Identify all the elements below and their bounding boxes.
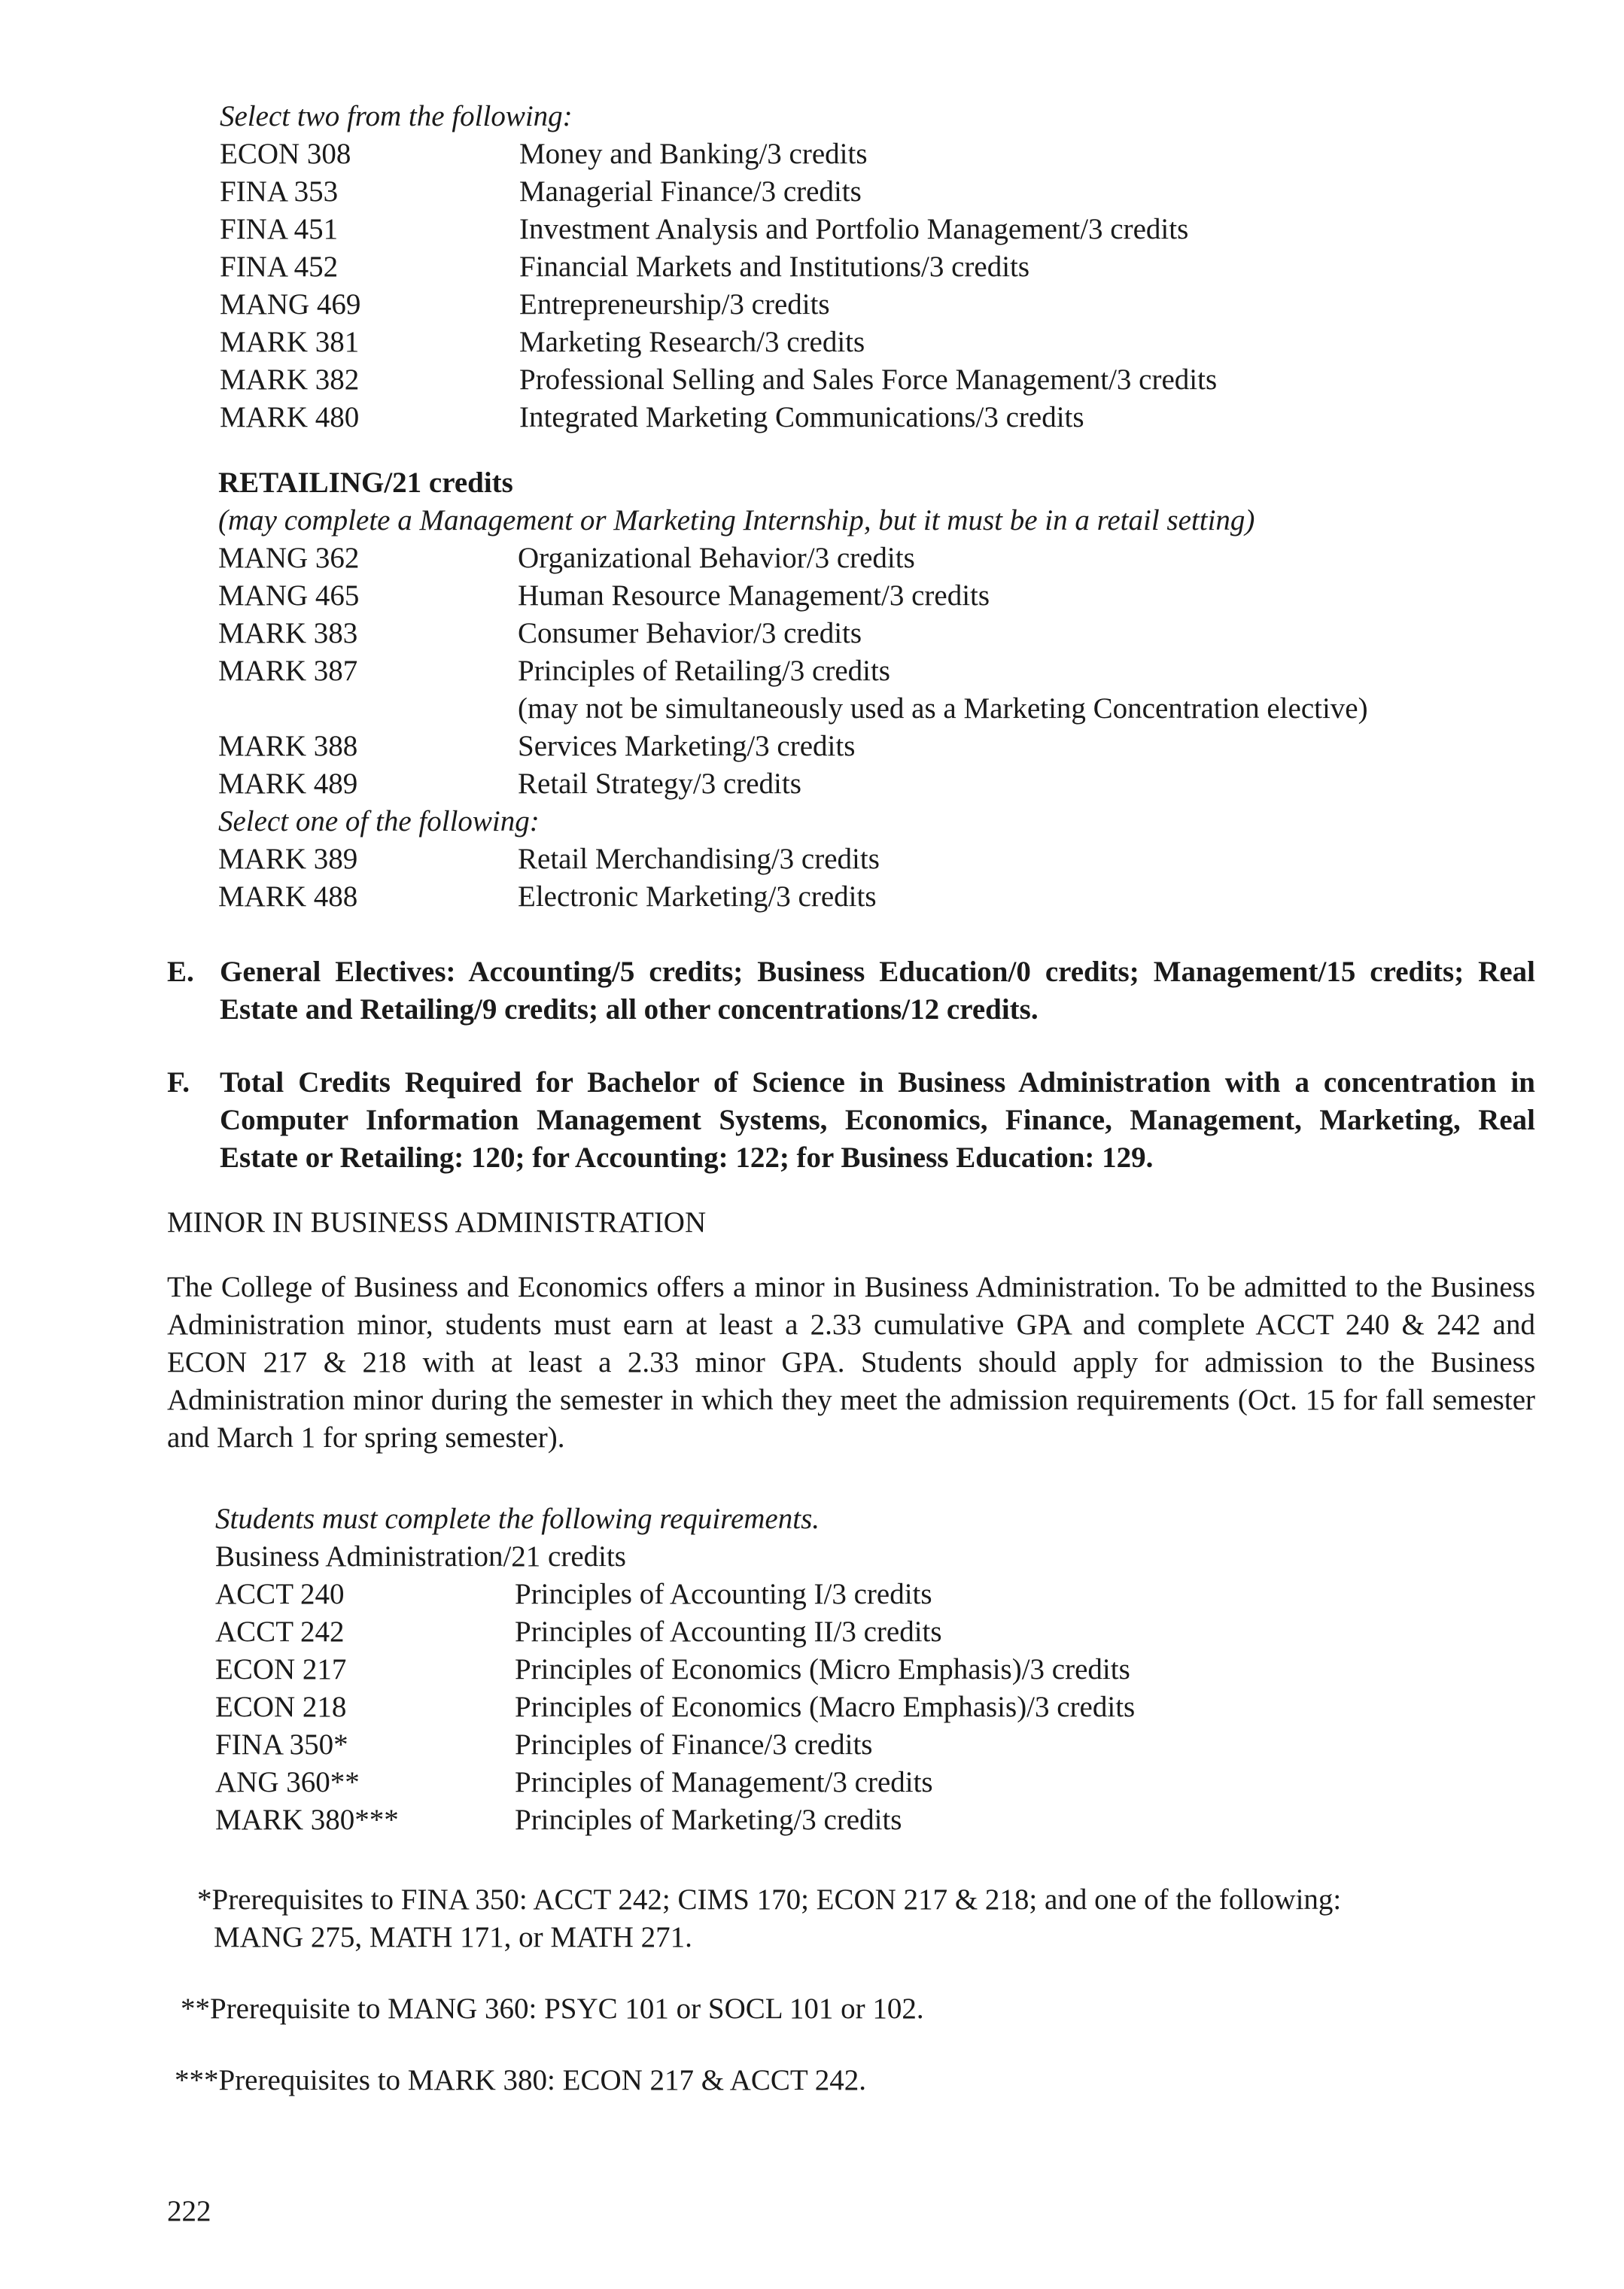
course-row [215,1576,1555,1613]
course-title: Principles of Finance/3 credits [515,1728,873,1761]
course-code: ANG 360** [215,1766,360,1798]
footnote-1-line-2: MANG 275, MATH 171, or MATH 271. [214,1921,692,1953]
course-code: MARK 489 [218,768,358,800]
course-title: Consumer Behavior/3 credits [518,617,862,649]
course-row [218,652,1565,690]
course-title: Human Resource Management/3 credits [518,579,990,612]
course-title: Principles of Management/3 credits [515,1766,933,1798]
course-title: Principles of Retailing/3 credits [518,655,890,687]
course-code: ECON 217 [215,1653,347,1686]
minor-heading: MINOR IN BUSINESS ADMINISTRATION [167,1206,707,1239]
course-title: Entrepreneurship/3 credits [519,288,830,321]
course-row [218,728,1565,765]
course-note-row [218,690,1565,728]
course-title: Principles of Economics (Macro Emphasis)/3 credits [515,1691,1136,1723]
footnote-1 [197,1881,1341,1956]
course-row [220,248,1559,286]
course-code: ECON 218 [215,1691,347,1723]
course-title: Principles of Economics (Micro Emphasis)/3 credits [515,1653,1130,1686]
retailing-section [218,464,1565,916]
course-row [215,1726,1555,1764]
course-row [218,841,1565,878]
requirements-subheading: Business Administration/21 credits [215,1540,626,1573]
course-code: MARK 387 [218,655,358,687]
select-two-section [220,98,1559,436]
course-row [220,324,1559,361]
course-row [215,1651,1555,1689]
course-row [220,399,1559,436]
course-row [220,286,1559,324]
course-row [215,1764,1555,1801]
page-number: 222 [167,2195,211,2227]
course-code [218,690,518,728]
course-row [220,361,1559,399]
list-item-f [167,1064,1535,1177]
list-text: General Electives: Accounting/5 credits; Business Education/0 credits; Management/15 credits; Real Estate and Retailing/9 credits; all other concentrations/12 credits. [220,956,1535,1026]
course-code: FINA 350* [215,1728,348,1761]
course-code: MARK 382 [220,363,360,396]
course-code: MANG 362 [218,542,360,574]
retailing-note: (may complete a Management or Marketing Internship, but it must be in a retail setting) [218,504,1255,537]
select-two-heading: Select two from the following: [220,100,573,132]
course-code: MARK 480 [220,401,360,433]
requirements-heading: Students must complete the following requirements. [215,1503,820,1535]
course-title: Professional Selling and Sales Force Management/3 credits [519,363,1218,396]
course-row [215,1689,1555,1726]
course-row [218,878,1565,916]
select-one-course-list [218,841,1565,916]
course-title: Principles of Accounting I/3 credits [515,1578,932,1610]
course-title: Electronic Marketing/3 credits [518,880,877,913]
list-item-e [167,953,1535,1029]
course-code: ECON 308 [220,138,351,170]
course-code: FINA 452 [220,251,339,283]
retailing-course-list [218,540,1565,803]
course-row [218,577,1565,615]
course-row [215,1613,1555,1651]
course-code: ACCT 242 [215,1616,345,1648]
course-row [215,1801,1555,1839]
list-letter: E. [167,956,194,988]
course-title: Organizational Behavior/3 credits [518,542,915,574]
retailing-heading-text: RETAILING/21 credits [218,467,513,499]
select-two-course-list [220,135,1559,436]
course-code: MARK 380*** [215,1804,399,1836]
course-title: Money and Banking/3 credits [519,138,868,170]
course-row [220,173,1559,211]
course-title: Principles of Marketing/3 credits [515,1804,902,1836]
course-code: MARK 383 [218,617,358,649]
course-row [220,135,1559,173]
course-code: MANG 465 [218,579,360,612]
minor-paragraph: The College of Business and Economics offers a minor in Business Administration. To be admitted to the Business Administration minor, students must earn at least a 2.33 cumulative GPA and complete ACCT 240 & 242 and ECON 217 & 218 with at least a 2.33 minor GPA. Students should apply for admission to the Business Administration minor during the semester in which they meet the admission requirements (Oct. 15 for fall semester and March 1 for spring semester). [167,1271,1535,1454]
course-code: MANG 469 [220,288,361,321]
course-title: Integrated Marketing Communications/3 credits [519,401,1084,433]
footnote-1-line-1: *Prerequisites to FINA 350: ACCT 242; CIMS 170; ECON 217 & 218; and one of the following: [197,1883,1342,1916]
course-title: Investment Analysis and Portfolio Management/3 credits [519,213,1189,245]
course-note: (may not be simultaneously used as a Marketing Concentration elective) [518,692,1368,725]
course-code: MARK 388 [218,730,358,762]
course-title: Services Marketing/3 credits [518,730,856,762]
minor-course-list [215,1576,1555,1839]
select-one-heading: Select one of the following: [218,805,540,837]
retailing-heading [218,464,1565,502]
course-row [220,211,1559,248]
minor-requirements-section [215,1500,1555,1839]
course-title: Retail Strategy/3 credits [518,768,801,800]
course-code: MARK 488 [218,880,358,913]
list-letter: F. [167,1066,190,1099]
course-title: Principles of Accounting II/3 credits [515,1616,942,1648]
course-code: MARK 381 [220,326,360,358]
course-code: MARK 389 [218,843,358,875]
course-title: Retail Merchandising/3 credits [518,843,880,875]
course-code: FINA 353 [220,175,339,208]
course-code: FINA 451 [220,213,339,245]
course-title: Marketing Research/3 credits [519,326,865,358]
footnote-3: ***Prerequisites to MARK 380: ECON 217 & ACCT 242. [175,2064,867,2096]
course-title: Financial Markets and Institutions/3 credits [519,251,1030,283]
list-text: Total Credits Required for Bachelor of Science in Business Administration with a concentration in Computer Information Management Systems, Economics, Finance, Management, Marketing, Real Estate or Retailing: 120; for Accounting: 122; for Business Education: 129. [220,1066,1535,1174]
course-title: Managerial Finance/3 credits [519,175,862,208]
course-row [218,615,1565,652]
course-row [218,540,1565,577]
course-row [218,765,1565,803]
footnote-2: **Prerequisite to MANG 360: PSYC 101 or SOCL 101 or 102. [181,1993,924,2025]
course-code: ACCT 240 [215,1578,345,1610]
